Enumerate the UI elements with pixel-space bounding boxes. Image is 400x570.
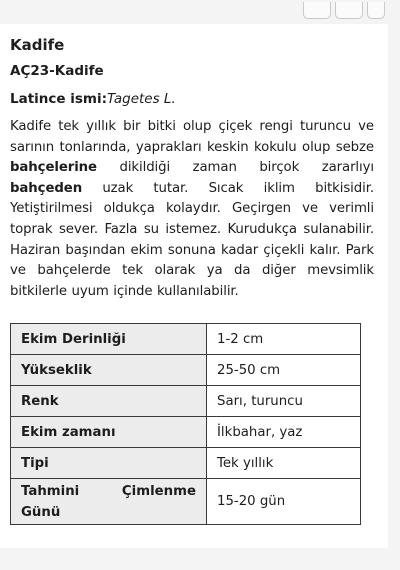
row-label-renk: Renk: [11, 386, 207, 417]
table-row: [11, 386, 361, 417]
label-word: Tahmini: [21, 483, 80, 499]
label-word: Çimlenme: [121, 483, 196, 499]
latin-name: Tagetes L.: [107, 91, 176, 107]
label-word: Günü: [21, 504, 61, 520]
row-value-yukseklik: 25-50 cm: [207, 355, 361, 386]
description-text: dikildiği zaman birçok zararlıyı: [96, 160, 374, 176]
row-value-cimlenme-gunu: 15-20 gün: [207, 479, 361, 525]
description-text: Kadife tek yıllık bir bitki olup çiçek rengi turuncu ve sarının tonlarında, yaprakları keskin kokulu olup sebze: [10, 119, 374, 155]
table-row: [11, 479, 361, 525]
description-text: uzak tutar. Sıcak iklim bitkisidir. Yetiştirilmesi oldukça kolaydır. Geçirgen ve verimli toprak sever. Fazla su istemez. Kurudukça sulanabilir. Haziran başından ekim sonuna kadar çiçekli kalır. Park ve bahçelerde tek olarak ya da diğer mevsimlik bitkilerle uyum içinde kullanılabilir.: [10, 180, 374, 299]
row-label-cimlenme-gunu: [11, 479, 207, 525]
toolbar-button[interactable]: [367, 2, 385, 19]
latin-name-line: [10, 91, 176, 107]
description-link-bahceler[interactable]: bahçelerine: [10, 160, 97, 176]
top-toolbar: [0, 0, 400, 24]
row-value-renk: Sarı, turuncu: [207, 386, 361, 417]
table-row: [11, 417, 361, 448]
row-value-ekim-derinligi: 1-2 cm: [207, 324, 361, 355]
table-row: [11, 324, 361, 355]
row-value-tipi: Tek yıllık: [207, 448, 361, 479]
latin-label: Latince ismi:: [10, 91, 108, 107]
description-link-bahce[interactable]: bahçeden: [10, 180, 83, 196]
planting-info-table: [10, 323, 361, 525]
product-description: [10, 117, 374, 302]
toolbar-button[interactable]: [303, 2, 331, 19]
row-value-ekim-zamani: İlkbahar, yaz: [207, 417, 361, 448]
product-title: Kadife: [10, 36, 65, 54]
row-label-tipi: Tipi: [11, 448, 207, 479]
product-code: AÇ23-Kadife: [10, 63, 104, 79]
toolbar-button[interactable]: [335, 2, 363, 19]
table-row: [11, 355, 361, 386]
label-first-line: [21, 481, 196, 502]
row-label-ekim-derinligi: Ekim Derinliği: [11, 324, 207, 355]
table-row: [11, 448, 361, 479]
row-label-ekim-zamani: Ekim zamanı: [11, 417, 207, 448]
row-label-yukseklik: Yükseklik: [11, 355, 207, 386]
